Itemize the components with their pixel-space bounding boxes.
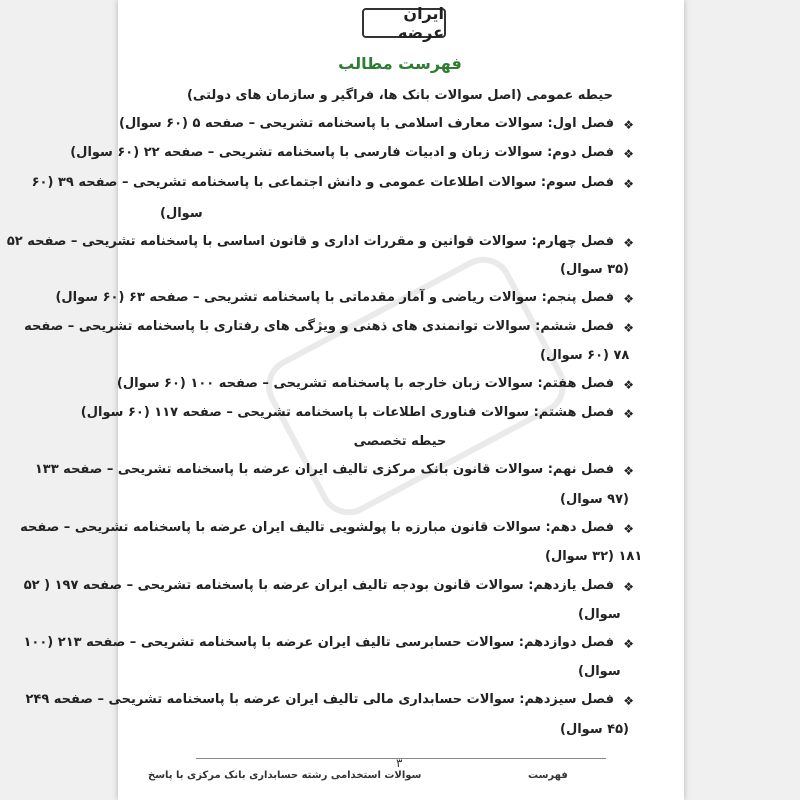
page-number: ۳	[396, 756, 403, 770]
toc-entry-10-cont: ۱۸۱ (۳۲ سوال)	[545, 549, 643, 564]
toc-entry-12-cont: سوال)	[578, 664, 621, 679]
toc-entry-13: فصل سیزدهم: سوالات حسابداری مالی تالیف ایران عرضه با پاسخنامه تشریحی – صفحه ۲۴۹	[25, 692, 614, 707]
toc-entry-1: فصل اول: سوالات معارف اسلامی با پاسخنامه تشریحی – صفحه ۵ (۶۰ سوال)	[119, 116, 614, 131]
bullet-icon: ❖	[623, 637, 634, 651]
toc-entry-13-cont: (۴۵ سوال)	[560, 722, 629, 737]
brand-logo	[362, 4, 446, 42]
toc-entry-6-cont: ۷۸ (۶۰ سوال)	[540, 348, 630, 363]
bullet-icon: ❖	[623, 522, 634, 536]
bullet-icon: ❖	[623, 694, 634, 708]
bullet-icon: ❖	[623, 407, 634, 421]
bullet-icon: ❖	[623, 147, 634, 161]
bullet-icon: ❖	[623, 177, 634, 191]
footer-section-label: فهرست	[528, 770, 568, 781]
toc-entry-4-cont: (۳۵ سوال)	[560, 262, 629, 277]
section-heading-special: حیطه تخصصی	[353, 434, 447, 449]
toc-entry-9-cont: (۹۷ سوال)	[560, 492, 629, 507]
toc-entry-2: فصل دوم: سوالات زبان و ادبیات فارسی با پاسخنامه تشریحی – صفحه ۲۲ (۶۰ سوال)	[70, 145, 614, 160]
bullet-icon: ❖	[623, 378, 634, 392]
toc-entry-9: فصل نهم: سوالات قانون بانک مرکزی تالیف ایران عرضه با پاسخنامه تشریحی – صفحه ۱۳۳	[34, 462, 614, 477]
page-title: فهرست مطالب	[338, 54, 462, 73]
toc-entry-7: فصل هفتم: سوالات زبان خارجه با پاسخنامه تشریحی – صفحه ۱۰۰ (۶۰ سوال)	[116, 376, 614, 391]
toc-entry-6: فصل ششم: سوالات توانمندی های ذهنی و ویژگی های رفتاری با پاسخنامه تشریحی – صفحه	[24, 319, 614, 334]
toc-entry-5: فصل پنجم: سوالات ریاضی و آمار مقدماتی با پاسخنامه تشریحی – صفحه ۶۳ (۶۰ سوال)	[55, 290, 614, 305]
bullet-icon: ❖	[623, 236, 634, 250]
bullet-icon: ❖	[623, 580, 634, 594]
logo-text: ایران عرضه	[397, 4, 444, 42]
footer-book-title: سوالات استخدامی رشته حسابداری بانک مرکزی با پاسخ	[148, 770, 422, 781]
bullet-icon: ❖	[623, 321, 634, 335]
toc-entry-8: فصل هشتم: سوالات فناوری اطلاعات با پاسخنامه تشریحی – صفحه ۱۱۷ (۶۰ سوال)	[80, 405, 614, 420]
toc-entry-3-cont: سوال)	[160, 206, 203, 221]
toc-entry-4: فصل چهارم: سوالات قوانین و مقررات اداری و قانون اساسی با پاسخنامه تشریحی – صفحه ۵۲	[6, 234, 614, 249]
bullet-icon: ❖	[623, 464, 634, 478]
toc-entry-10: فصل دهم: سوالات قانون مبارزه با پولشویی تالیف ایران عرضه با پاسخنامه تشریحی – صفحه	[20, 520, 614, 535]
bullet-icon: ❖	[623, 292, 634, 306]
toc-entry-3: فصل سوم: سوالات اطلاعات عمومی و دانش اجتماعی با پاسخنامه تشریحی – صفحه ۳۹ (۶۰	[31, 175, 614, 190]
toc-entry-12: فصل دوازدهم: سوالات حسابرسی تالیف ایران عرضه با پاسخنامه تشریحی – صفحه ۲۱۳ (۱۰۰	[23, 635, 614, 650]
section-heading-general: حیطه عمومی (اصل سوالات بانک ها، فراگیر و سازمان های دولتی)	[186, 88, 614, 103]
toc-entry-11-cont: سوال)	[578, 607, 621, 622]
bullet-icon: ❖	[623, 118, 634, 132]
toc-entry-11: فصل یازدهم: سوالات قانون بودجه تالیف ایران عرضه با پاسخنامه تشریحی – صفحه ۱۹۷ ( ۵۲	[23, 578, 614, 593]
